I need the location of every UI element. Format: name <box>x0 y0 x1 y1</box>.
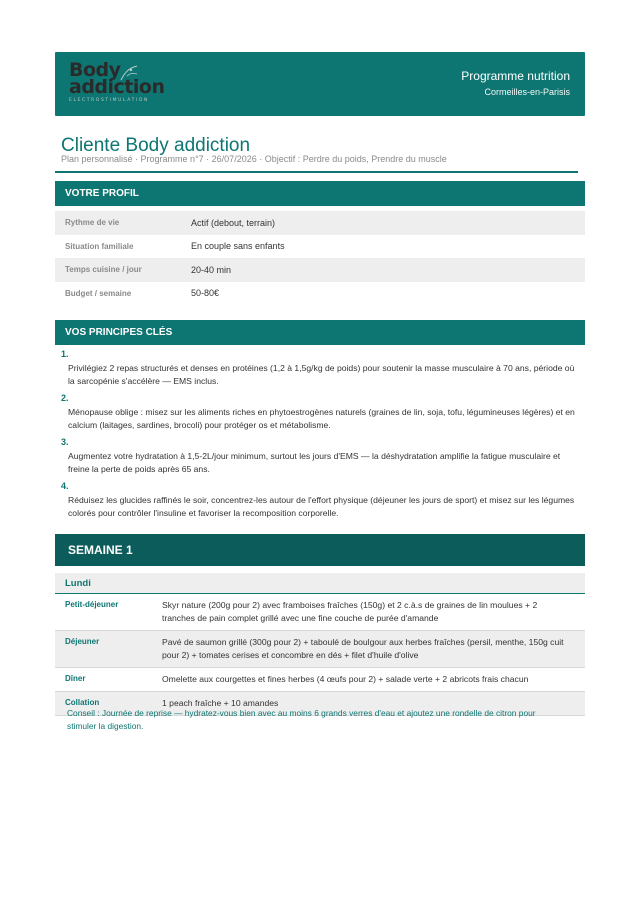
principle-number: 3. <box>61 437 69 447</box>
profile-row <box>55 282 585 306</box>
profile-label: Rythme de vie <box>65 218 120 228</box>
logo-flourish-icon <box>117 64 141 84</box>
profile-row <box>55 235 585 259</box>
profile-value: 50-80€ <box>191 288 220 299</box>
profile-section-header: VOTRE PROFIL <box>55 181 585 206</box>
day-header: Lundi <box>55 573 585 593</box>
meal-row <box>55 631 585 668</box>
principle-item <box>61 437 576 476</box>
principle-number: 2. <box>61 393 69 403</box>
profile-label: Temps cuisine / jour <box>65 265 142 275</box>
logo-line-1: Body <box>69 59 121 81</box>
profile-value: Actif (debout, terrain) <box>191 217 276 228</box>
principles-section-header: VOS PRINCIPES CLÉS <box>55 320 585 345</box>
logo-tagline: ELECTROSTIMULATION <box>69 98 149 103</box>
title-divider <box>55 171 578 173</box>
profile-value: 20-40 min <box>191 264 232 275</box>
principle-text: Ménopause oblige : misez sur les aliments riches en phytoestrogènes naturels (graines de lin, soja, tofu, légumineuses légères) et en calcium (laitages, sardines, brocoli) pour protéger os et métabolisme. <box>68 407 575 430</box>
client-name: Cliente Body addiction <box>61 135 251 156</box>
program-title: Programme nutrition <box>461 69 570 83</box>
principle-text: Réduisez les glucides raffinés le soir, concentrez-les autour de l'effort physique (déjeuner les jours de sport) et misez sur les légumes colorés pour contrôler l'insuline et favoriser la recomposition corporelle. <box>68 495 575 518</box>
program-location: Cormeilles-en-Parisis <box>484 87 570 97</box>
principle-item <box>61 393 576 432</box>
profile-row <box>55 211 585 235</box>
meal-label: Petit-déjeuner <box>65 600 119 609</box>
profile-value: En couple sans enfants <box>191 241 285 252</box>
meal-row <box>55 668 585 692</box>
principle-number: 4. <box>61 481 69 491</box>
meals-table <box>55 594 585 716</box>
principle-text: Augmentez votre hydratation à 1,5-2L/jour minimum, surtout les jours d'EMS — la déshydratation amplifie la fatigue musculaire et freine la perte de poids après 65 ans. <box>68 451 561 474</box>
profile-label: Situation familiale <box>65 241 134 251</box>
principles-list <box>61 349 576 525</box>
header-banner <box>55 52 585 116</box>
principle-item <box>61 481 576 520</box>
meal-label: Déjeuner <box>65 637 100 646</box>
week-header: SEMAINE 1 <box>55 534 585 566</box>
principle-number: 1. <box>61 349 69 359</box>
profile-label: Budget / semaine <box>65 288 132 298</box>
meal-row <box>55 594 585 631</box>
profile-table <box>55 211 585 305</box>
meal-description: Skyr nature (200g pour 2) avec framboises fraîches (150g) et 2 c.à.s de graines de lin moulues + 2 tranches de pain complet grillé avec une fine couche de purée d'amande <box>162 600 538 623</box>
meal-description: Omelette aux courgettes et fines herbes (4 œufs pour 2) + salade verte + 2 abricots frais chacun <box>162 674 529 684</box>
principle-text: Privilégiez 2 repas structurés et denses en protéines (1,2 à 1,5g/kg de poids) pour soutenir la masse musculaire à 70 ans, période où la sarcopénie s'accélère — EMS inclus. <box>68 363 575 386</box>
logo-line-2: addiction <box>69 76 165 98</box>
profile-row <box>55 258 585 282</box>
meal-description: Pavé de saumon grillé (300g pour 2) + taboulé de boulgour aux herbes fraîches (persil, menthe, 150g cuit pour 2) + tomates cerises et concombre en dés + filet d'huile d'olive <box>162 637 564 660</box>
principle-item <box>61 349 576 388</box>
body-addiction-logo <box>69 59 165 108</box>
meal-description: 1 peach fraîche + 10 amandes <box>162 698 279 708</box>
meal-label: Collation <box>65 698 100 707</box>
client-plan-meta: Plan personnalisé · Programme n°7 · 26/07/2026 · Objectif : Perdre du poids, Prendre du muscle <box>61 154 447 164</box>
meal-label: Dîner <box>65 674 86 683</box>
day-tip: Conseil : Journée de reprise — hydratez-vous bien avec au moins 6 grands verres d'eau et ajoutez une rondelle de citron pour stimuler la digestion. <box>67 708 536 731</box>
